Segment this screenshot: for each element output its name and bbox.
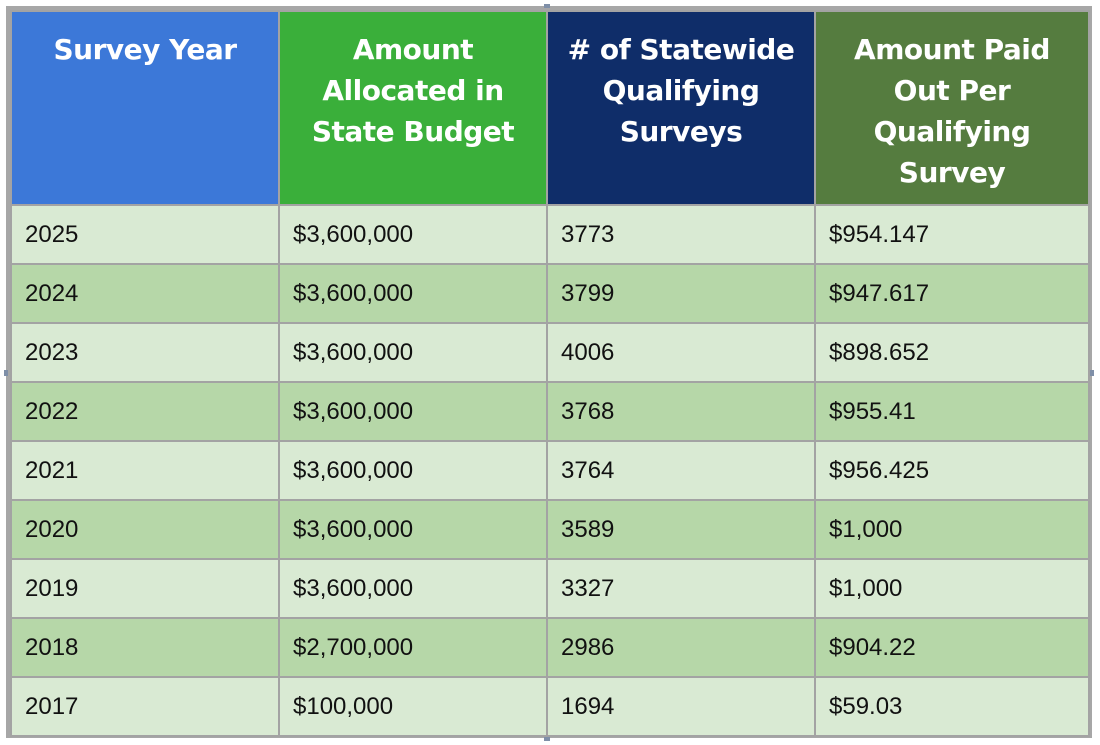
cell-qualifying-surveys: 3589 — [547, 500, 815, 559]
table-row — [11, 323, 1089, 382]
cell-amount-paid: $956.425 — [815, 441, 1089, 500]
header-amount-paid: Amount Paid Out Per Qualifying Survey — [815, 11, 1089, 205]
cell-amount-allocated: $3,600,000 — [279, 264, 547, 323]
cell-survey-year: 2022 — [11, 382, 279, 441]
cell-survey-year: 2023 — [11, 323, 279, 382]
table-row — [11, 677, 1089, 736]
survey-data-table — [10, 10, 1090, 737]
cell-amount-allocated: $3,600,000 — [279, 205, 547, 264]
cell-amount-paid: $59.03 — [815, 677, 1089, 736]
cell-amount-paid: $954.147 — [815, 205, 1089, 264]
cell-survey-year: 2021 — [11, 441, 279, 500]
cell-amount-paid: $904.22 — [815, 618, 1089, 677]
cell-qualifying-surveys: 3799 — [547, 264, 815, 323]
table-row — [11, 264, 1089, 323]
cell-survey-year: 2020 — [11, 500, 279, 559]
cell-qualifying-surveys: 1694 — [547, 677, 815, 736]
header-amount-allocated: Amount Allocated in State Budget — [279, 11, 547, 205]
cell-qualifying-surveys: 2986 — [547, 618, 815, 677]
cell-amount-allocated: $100,000 — [279, 677, 547, 736]
cell-survey-year: 2019 — [11, 559, 279, 618]
cell-survey-year: 2017 — [11, 677, 279, 736]
cell-survey-year: 2025 — [11, 205, 279, 264]
cell-amount-allocated: $2,700,000 — [279, 618, 547, 677]
resize-handle-left[interactable] — [4, 370, 8, 376]
cell-qualifying-surveys: 3764 — [547, 441, 815, 500]
cell-amount-paid: $898.652 — [815, 323, 1089, 382]
table-row — [11, 382, 1089, 441]
cell-survey-year: 2024 — [11, 264, 279, 323]
table-row — [11, 205, 1089, 264]
table-row — [11, 618, 1089, 677]
table-row — [11, 559, 1089, 618]
table-frame — [6, 6, 1092, 738]
cell-amount-allocated: $3,600,000 — [279, 382, 547, 441]
resize-handle-right[interactable] — [1090, 370, 1094, 376]
cell-qualifying-surveys: 3773 — [547, 205, 815, 264]
cell-amount-paid: $1,000 — [815, 559, 1089, 618]
table-row — [11, 441, 1089, 500]
cell-amount-allocated: $3,600,000 — [279, 559, 547, 618]
cell-amount-allocated: $3,600,000 — [279, 441, 547, 500]
table-row — [11, 500, 1089, 559]
cell-qualifying-surveys: 4006 — [547, 323, 815, 382]
cell-qualifying-surveys: 3327 — [547, 559, 815, 618]
cell-survey-year: 2018 — [11, 618, 279, 677]
resize-handle-top[interactable] — [544, 4, 550, 8]
cell-amount-allocated: $3,600,000 — [279, 323, 547, 382]
header-survey-year: Survey Year — [11, 11, 279, 205]
cell-amount-paid: $947.617 — [815, 264, 1089, 323]
cell-amount-allocated: $3,600,000 — [279, 500, 547, 559]
header-qualifying-surveys: # of Statewide Qualifying Surveys — [547, 11, 815, 205]
resize-handle-bottom[interactable] — [544, 737, 550, 741]
header-row — [11, 11, 1089, 205]
cell-amount-paid: $1,000 — [815, 500, 1089, 559]
cell-amount-paid: $955.41 — [815, 382, 1089, 441]
cell-qualifying-surveys: 3768 — [547, 382, 815, 441]
